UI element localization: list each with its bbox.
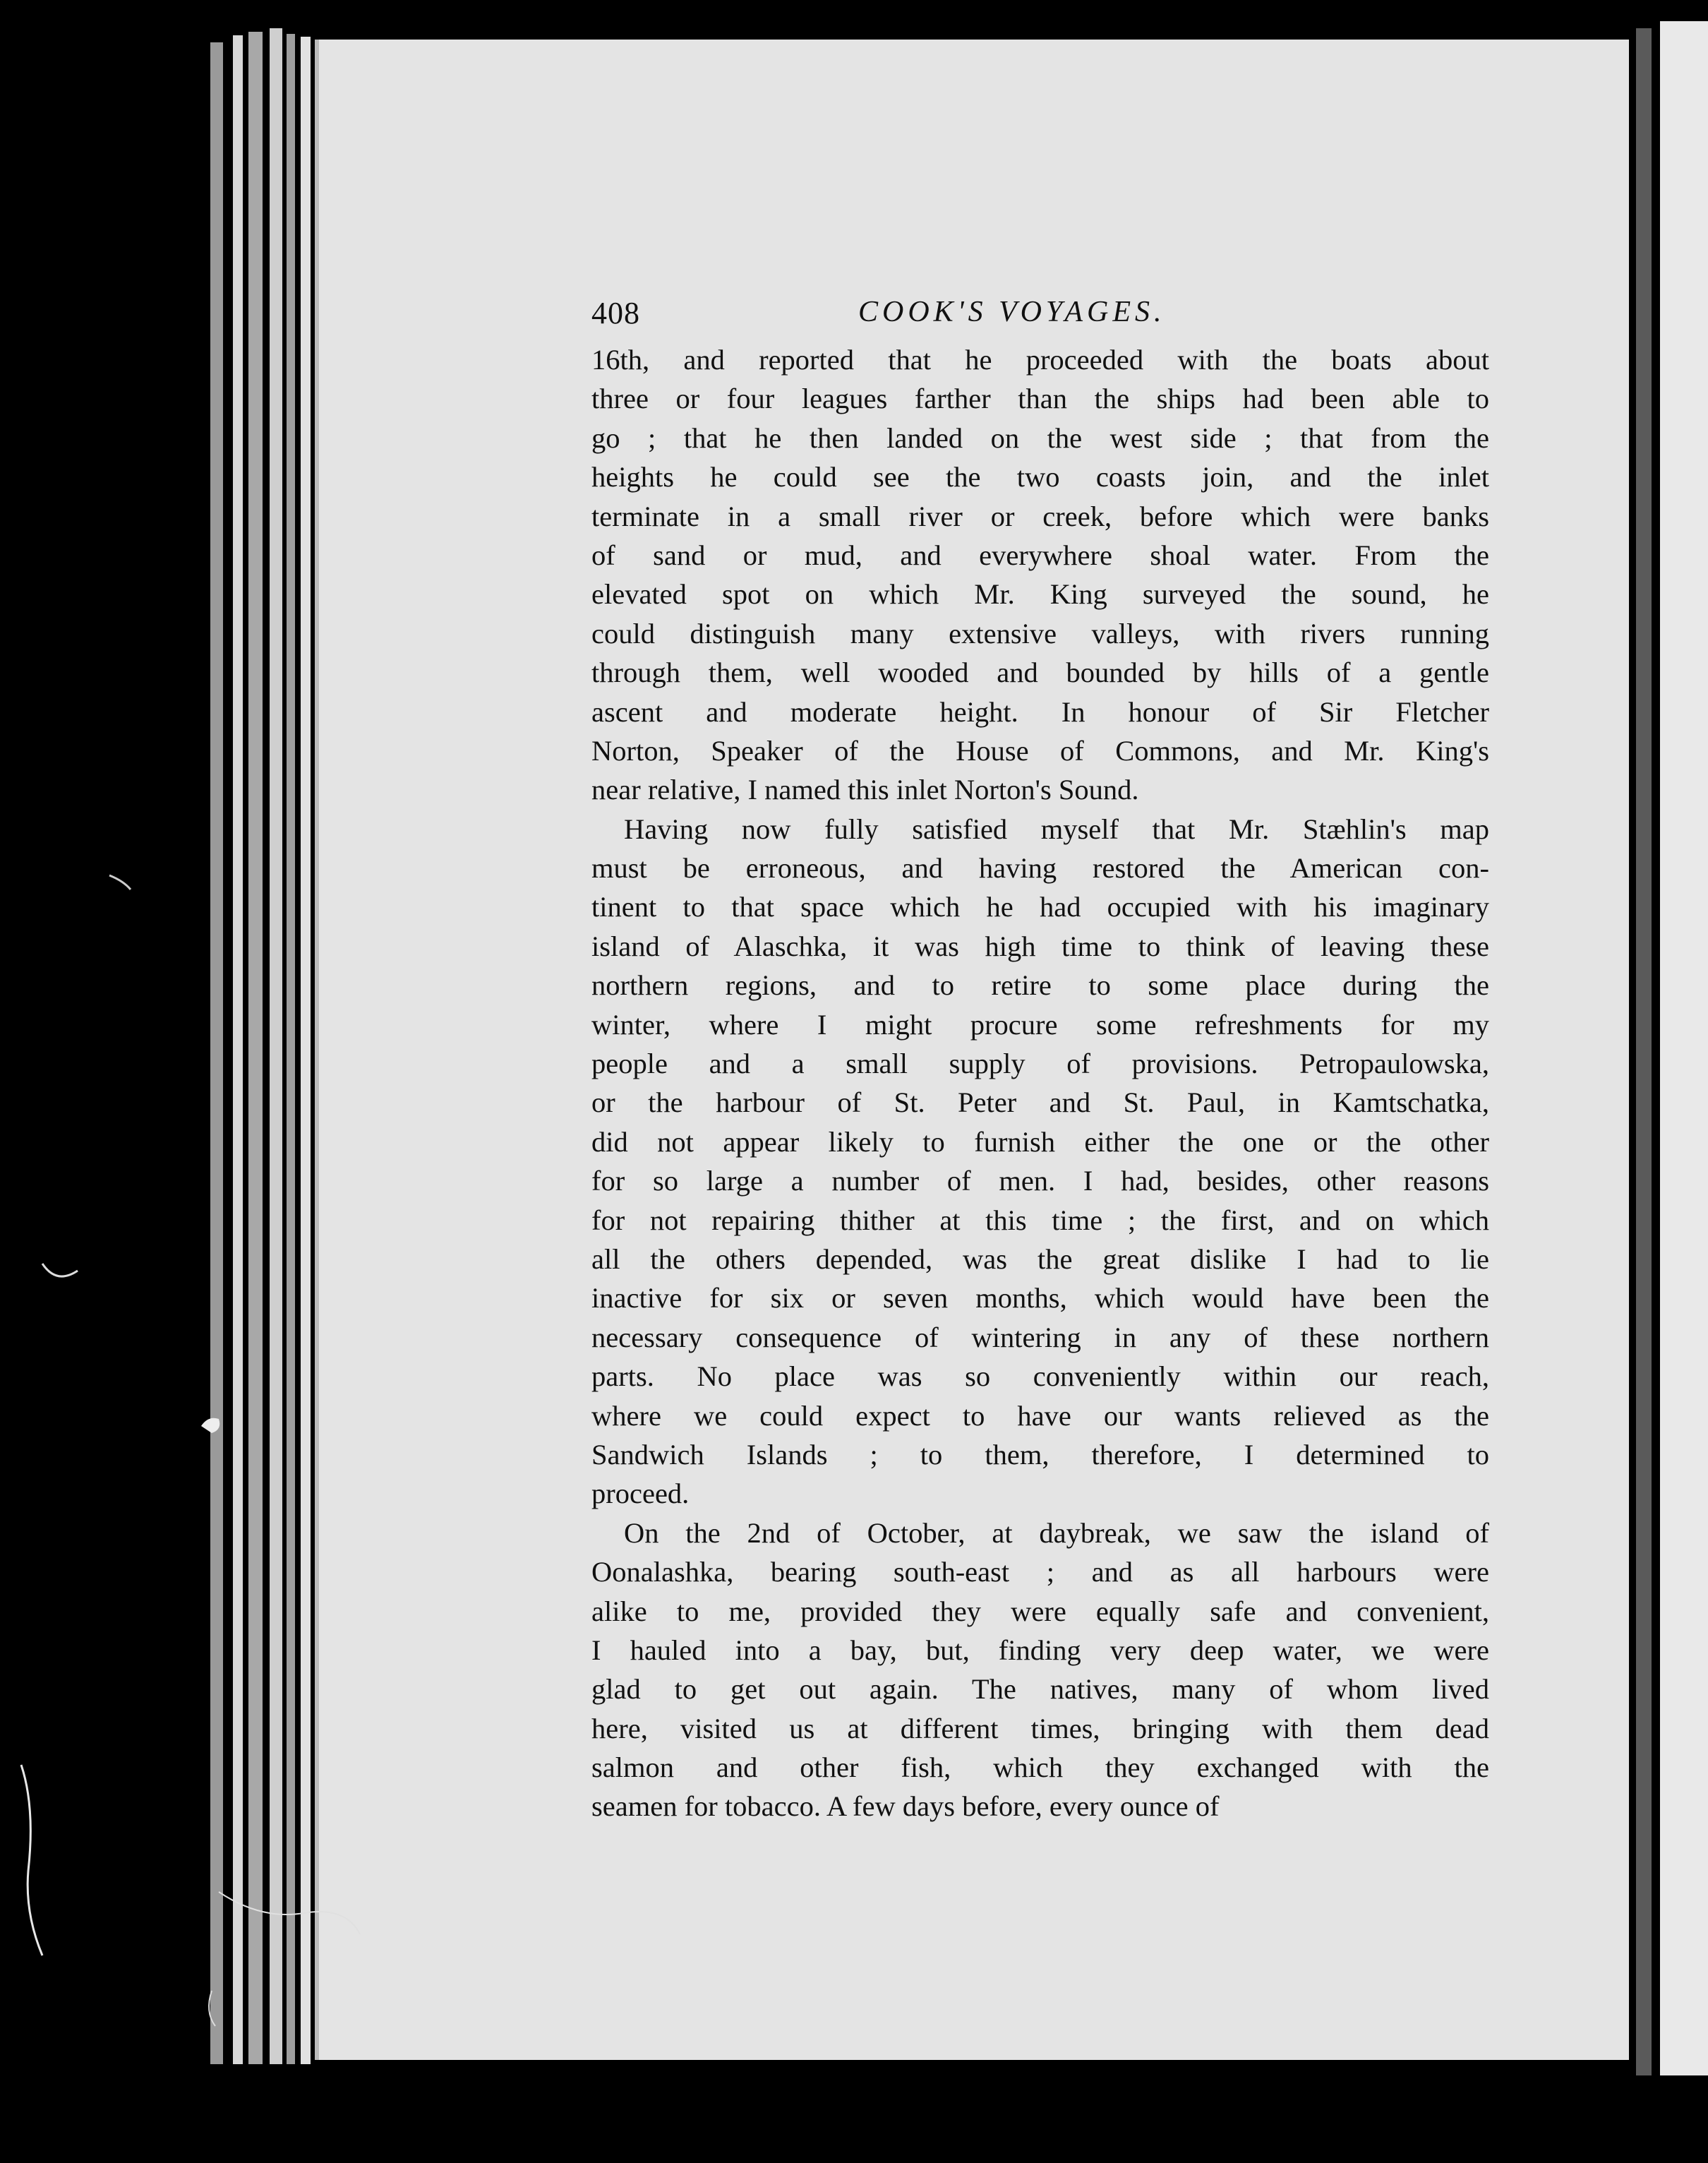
book-edge [287,34,295,2064]
text-line: On the 2nd of October, at daybreak, we saw the island of [624,1516,1489,1549]
text-line: Norton, Speaker of the House of Commons, and Mr. King's [591,734,1489,767]
gutter-rule [1636,28,1652,2075]
text-line: proceed. [591,1478,690,1510]
book-edge [233,35,243,2064]
body-text [591,340,1489,1826]
text-line: Having now fully satisfied myself that Mr. Stæhlin's map [624,813,1489,845]
text-line: seamen for tobacco. A few days before, every ounce of [591,1790,1220,1823]
text-line: glad to get out again. The natives, many of whom lived [591,1673,1489,1706]
page-header [591,291,1489,340]
text-line: through them, well wooded and bounded by hills of a gentle [591,657,1489,689]
text-line: northern regions, and to retire to some place during the [591,969,1489,1002]
text-line: parts. No place was so conveniently within our reach, [591,1360,1489,1393]
text-line: for not repairing thither at this time ; the first, and on which [591,1204,1489,1236]
facing-page-edge [1660,21,1708,2075]
text-line: necessary consequence of wintering in any of these northern [591,1321,1489,1353]
text-line: heights he could see the two coasts join, and the inlet [591,461,1489,493]
text-line: elevated spot on which Mr. King surveyed the sound, he [591,578,1489,611]
text-line: for so large a number of men. I had, besides, other reasons [591,1165,1489,1197]
running-title: COOK'S VOYAGES. [858,296,1166,328]
text-line: I hauled into a bay, but, finding very deep water, we were [591,1634,1489,1666]
book-edge [248,32,263,2064]
text-line: go ; that he then landed on the west side ; that from the [591,421,1489,454]
page-number: 408 [591,296,640,330]
text-line: winter, where I might procure some refreshments for my [591,1008,1489,1041]
paragraph [591,340,1489,810]
scan-scratch [109,875,131,889]
text-line: Sandwich Islands ; to them, therefore, I determined to [591,1438,1489,1470]
text-line: all the others depended, was the great dislike I had to lie [591,1242,1489,1275]
text-line: where we could expect to have our wants relieved as the [591,1399,1489,1432]
scan-scratch [21,1765,42,1955]
text-line: inactive for six or seven months, which would have been the [591,1282,1489,1314]
text-line: people and a small supply of provisions. Petropaulowska, [591,1048,1489,1080]
text-line: tinent to that space which he had occupied with his imaginary [591,891,1489,923]
text-line: ascent and moderate height. In honour of Sir Fletcher [591,695,1489,728]
book-edge [301,37,311,2064]
text-line: island of Alaschka, it was high time to think of leaving these [591,930,1489,962]
scan-scratch [42,1264,78,1276]
text-line: alike to me, provided they were equally safe and convenient, [591,1595,1489,1627]
book-edge [210,42,223,2064]
text-line: could distinguish many extensive valleys, with rivers running [591,617,1489,649]
book-edge [270,28,282,2064]
text-line: 16th, and reported that he proceeded with the boats about [591,344,1489,376]
text-line: terminate in a small river or creek, before which were banks [591,500,1489,532]
text-line: near relative, I named this inlet Norton's Sound. [591,774,1139,806]
text-line: three or four leagues farther than the ships had been able to [591,383,1489,415]
page-text [591,291,1489,1826]
text-line: or the harbour of St. Peter and St. Paul, in Kamtschatka, [591,1086,1489,1119]
text-line: of sand or mud, and everywhere shoal water. From the [591,539,1489,571]
text-line: did not appear likely to furnish either the one or the other [591,1125,1489,1158]
paragraph [591,1514,1489,1826]
text-line: Oonalashka, bearing south-east ; and as all harbours were [591,1556,1489,1588]
text-line: here, visited us at different times, bringing with them dead [591,1712,1489,1744]
text-line: must be erroneous, and having restored the American con- [591,852,1489,885]
paragraph [591,810,1489,1514]
text-line: salmon and other fish, which they exchanged with the [591,1751,1489,1784]
